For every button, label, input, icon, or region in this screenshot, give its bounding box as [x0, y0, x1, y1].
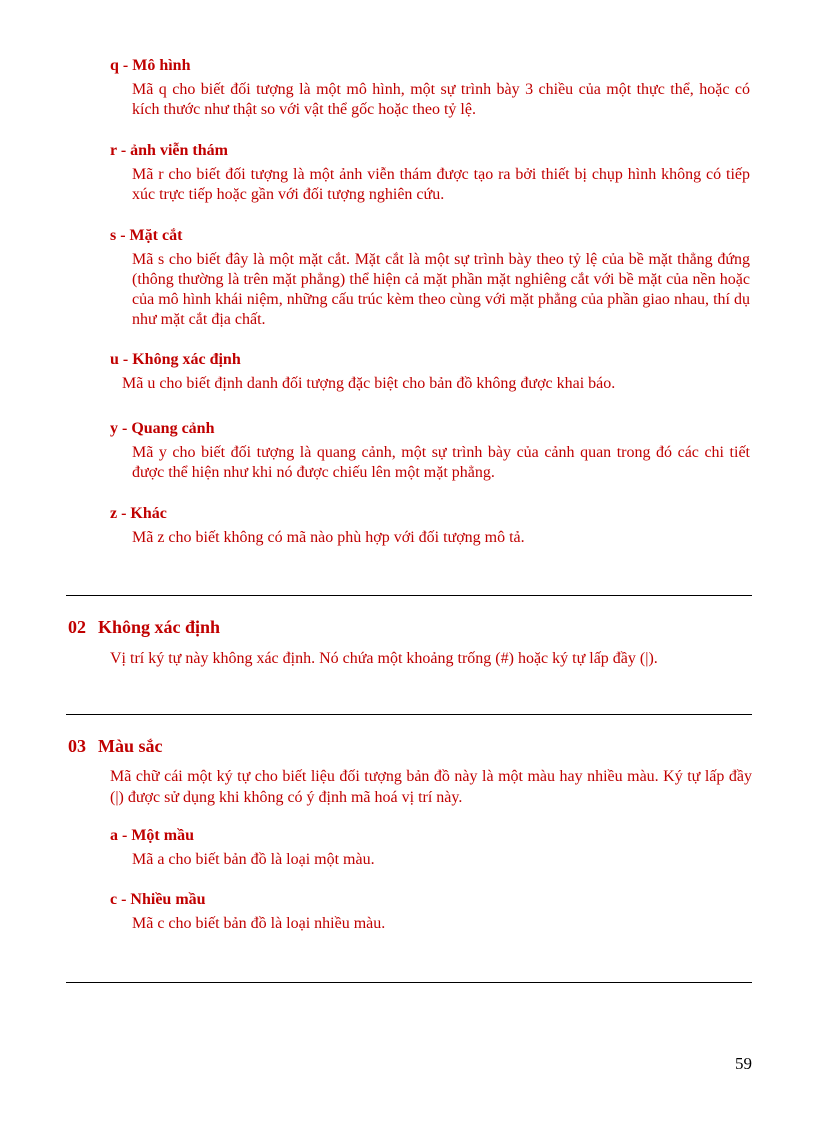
code-c [110, 890, 750, 934]
code-title: r - ảnh viễn thám [110, 142, 228, 159]
code-y [110, 419, 750, 483]
code-description: Mã a cho biết bản đồ là loại một màu. [132, 851, 375, 868]
section-divider [66, 982, 752, 983]
page-number: 59 [735, 1054, 752, 1073]
code-description: Mã r cho biết đối tượng là một ảnh viễn thám được tạo ra bởi thiết bị chụp hình không có tiếp xúc trực tiếp hoặc gần với đối tượng nghiên cứu. [132, 166, 750, 203]
code-u [110, 350, 750, 394]
code-a [110, 826, 750, 870]
code-z [110, 504, 750, 548]
code-description: Mã s cho biết đây là một mặt cắt. Mặt cắt là một sự trình bày theo tỷ lệ của bề mặt thẳng đứng (thông thường là trên mặt phẳng) thể hiện cả mặt phần mặt nghiêng cắt với bề mặt của nền hoặc của mô hình khái niệm, những cấu trúc kèm theo cùng với mặt phẳng của phần giao nhau, thí dụ như mặt cắt địa chất. [132, 251, 750, 328]
code-description: Mã z cho biết không có mã nào phù hợp với đối tượng mô tả. [132, 529, 525, 546]
code-title: c - Nhiều mầu [110, 891, 206, 908]
section-title: Màu sắc [98, 736, 163, 756]
section-divider [66, 714, 752, 715]
code-title: z - Khác [110, 505, 167, 522]
code-title: q - Mô hình [110, 57, 191, 74]
code-r [110, 141, 750, 205]
code-title: a - Một mầu [110, 827, 194, 844]
section-divider [66, 595, 752, 596]
code-description: Mã c cho biết bản đồ là loại nhiều màu. [132, 915, 386, 932]
code-title: s - Mặt cắt [110, 227, 183, 244]
code-description: Mã u cho biết định danh đối tượng đặc biệt cho bản đồ không được khai báo. [122, 375, 616, 392]
code-description: Mã q cho biết đối tượng là một mô hình, một sự trình bày 3 chiều của một thực thể, hoặc có kích thước như thật so với vật thể gốc hoặc theo tỷ lệ. [132, 81, 750, 118]
section-body-02: Vị trí ký tự này không xác định. Nó chứa một khoảng trống (#) hoặc ký tự lấp đầy (|). [110, 650, 658, 667]
code-s [110, 226, 750, 330]
section-heading-02 [68, 616, 220, 638]
code-title: y - Quang cảnh [110, 420, 215, 437]
section-title: Không xác định [98, 617, 221, 637]
section-heading-03 [68, 735, 163, 757]
section-number: 02 [68, 617, 86, 637]
code-q [110, 56, 750, 120]
code-title: u - Không xác định [110, 351, 241, 368]
section-body-03: Mã chữ cái một ký tự cho biết liệu đối tượng bản đồ này là một màu hay nhiều màu. Ký tự lấp đầy (|) được sử dụng khi không có ý định mã hoá vị trí này. [110, 768, 752, 806]
section-number: 03 [68, 736, 86, 756]
code-description: Mã y cho biết đối tượng là quang cảnh, một sự trình bày của cảnh quan trong đó các chi tiết được thể hiện như khi nó được chiếu lên một mặt phẳng. [132, 444, 750, 481]
